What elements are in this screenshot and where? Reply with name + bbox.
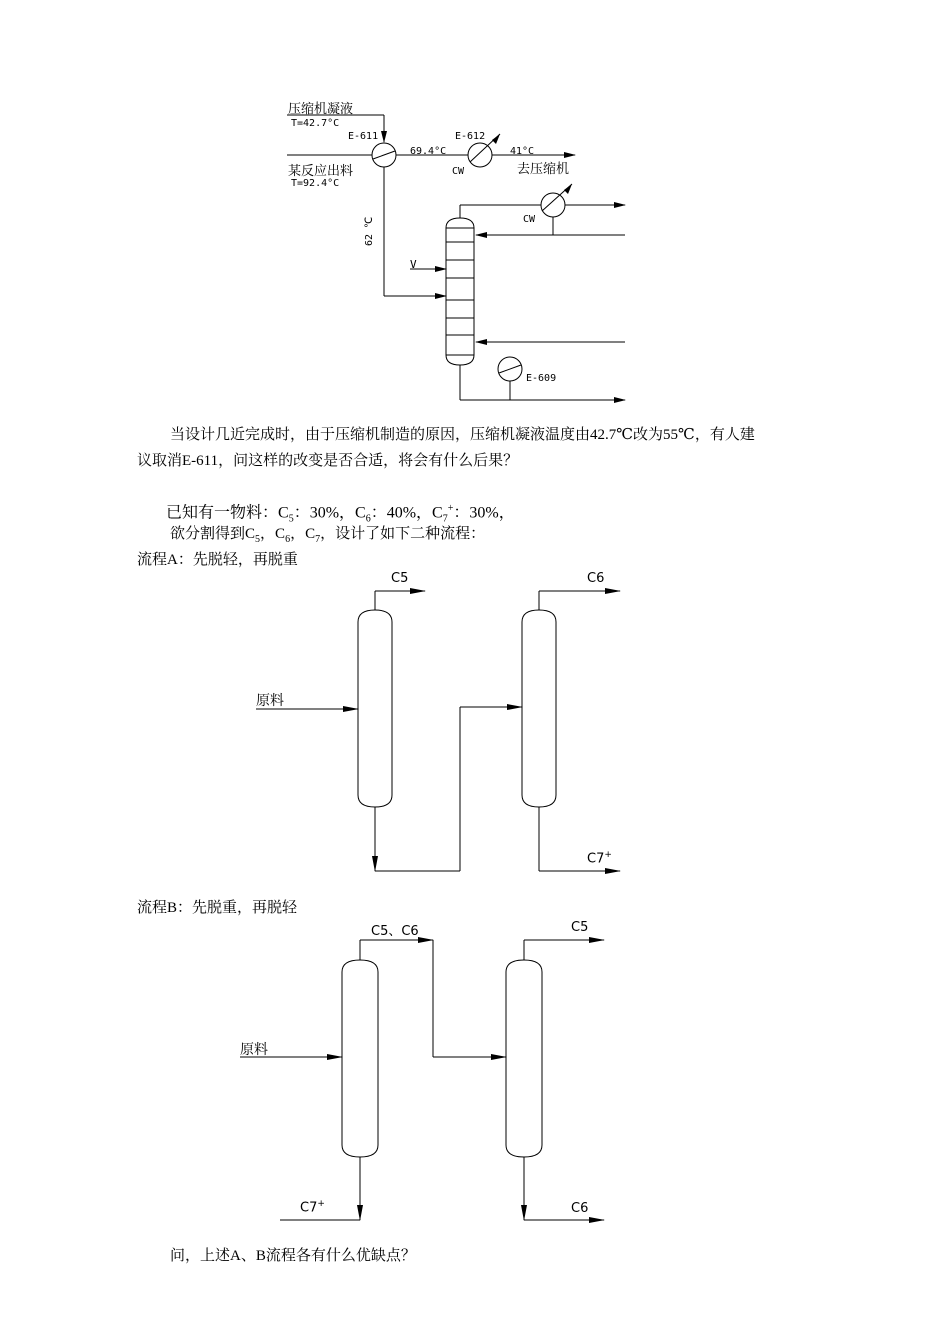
feed1-name: 压缩机凝液: [288, 102, 354, 117]
temp-69: 69.4°C: [410, 146, 447, 157]
flow-a-column-1: [358, 610, 392, 807]
separation-description: 欲分割得到$C_5$，$C_6$，$C_7$，设计了如下二种流程：: [170, 526, 486, 545]
known-composition: 已知有一物料：$C_5$：30%，$C_6$：40%，$C_7^+$：30%，: [166, 502, 515, 525]
flow-b-bottom2-label: C6: [571, 1201, 589, 1216]
flow-a-top1-label: C5: [391, 571, 409, 586]
flow-a-column-2: [522, 610, 556, 807]
flow-a-feed-label: 原料: [256, 693, 284, 709]
flow-b-top2-label: C5: [571, 920, 589, 935]
to-compressor-label: 去压缩机: [517, 162, 570, 177]
flow-a-top2-label: C6: [587, 571, 605, 586]
e612-exchanger: [468, 143, 492, 167]
v-label: V: [410, 258, 417, 271]
flow-a-title: 流程A：先脱轻，再脱重: [137, 552, 298, 568]
flow-b-title: 流程B：先脱重，再脱轻: [137, 900, 298, 916]
flow-b-feed-label: 原料: [240, 1042, 268, 1058]
process-diagram-1: [0, 0, 950, 420]
e609-label: E-609: [526, 373, 557, 384]
flow-b-top1-label: C5、C6: [371, 924, 419, 939]
cw-label-1: CW: [452, 166, 465, 177]
feed2-name: 某反应出料: [288, 164, 354, 179]
temp-62: 62 ℃: [364, 216, 375, 246]
flow-b-column-2: [506, 960, 542, 1157]
condenser: [541, 193, 565, 217]
question1-line1: 当设计几近完成时，由于压缩机制造的原因，压缩机凝液温度由42.7℃改为55℃，有人建: [170, 427, 755, 443]
feed2-temp: T=92.4°C: [291, 178, 340, 189]
e612-label: E-612: [455, 131, 486, 142]
temp-41: 41°C: [510, 146, 535, 157]
e611-label: E-611: [348, 131, 379, 142]
flow-b-bottom1-label: C7+: [300, 1199, 325, 1216]
flow-b-column-1: [342, 960, 378, 1157]
column-1: [446, 218, 474, 365]
feed1-temp: T=42.7°C: [291, 118, 340, 129]
flow-a-bottom2-label: C7+: [587, 850, 612, 867]
question2: 问，上述A、B流程各有什么优缺点？: [170, 1248, 416, 1264]
question1-line2: 议取消E-611，问这样的改变是否合适，将会有什么后果？: [137, 453, 519, 469]
cw-label-2: CW: [523, 214, 536, 225]
